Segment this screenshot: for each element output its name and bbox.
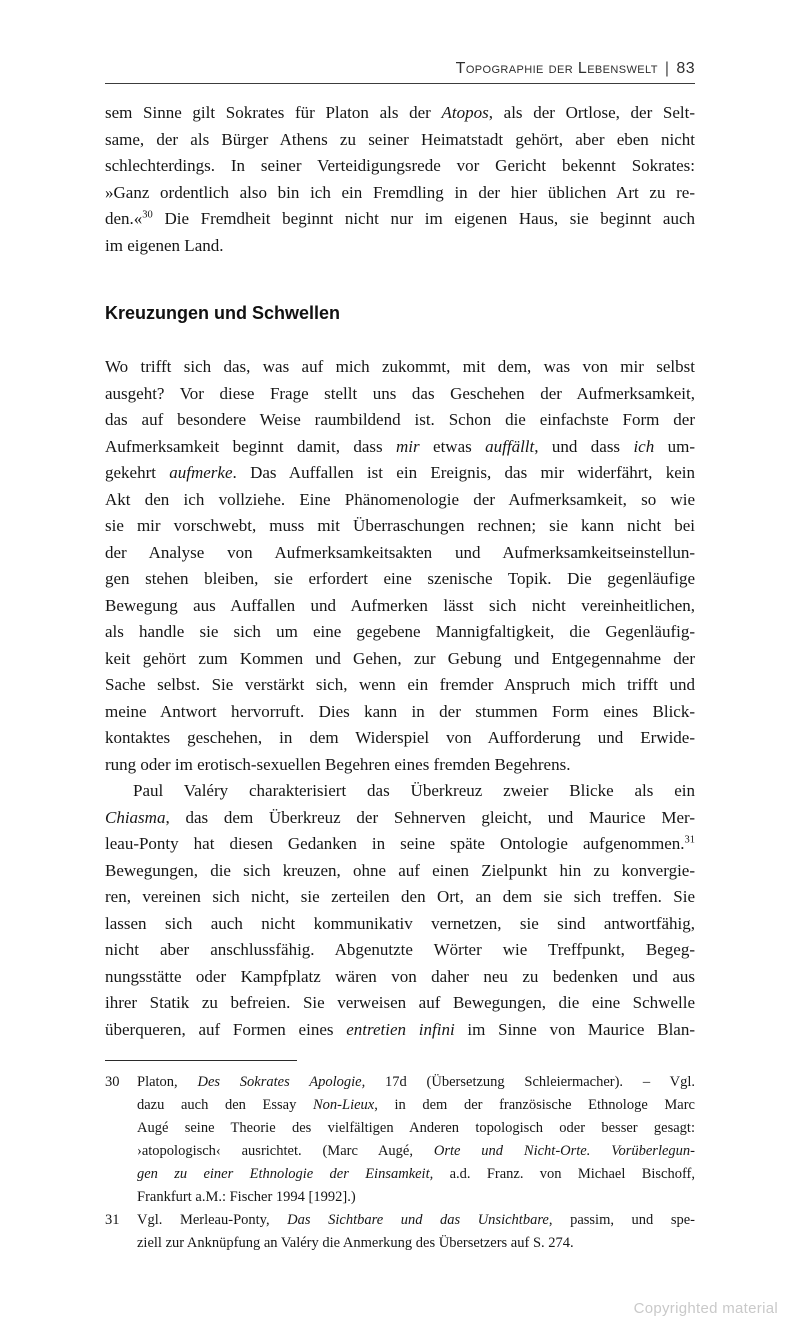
text-line: nicht aber anschlussfähig. Abgenutzte Wörter wie Treffpunkt, Begeg- — [105, 940, 695, 959]
italic-text: aufmerke — [169, 463, 233, 482]
footnote-marker: 31 — [684, 834, 695, 846]
italic-text: ich — [633, 436, 655, 456]
text-line: den.«$^{30}$ Die Fremdheit beginnt nicht nur im eigenen Haus, sie beginnt auch — [105, 209, 695, 228]
text-line: Wo trifft sich das, was auf mich zukommt, mit dem, was von mir selbst — [105, 357, 695, 376]
text-column — [105, 60, 695, 1043]
text-line: Akt den ich vollziehe. Eine Phänomenologie der Aufmerksamkeit, so wie — [105, 489, 695, 509]
footnotes-section — [105, 1060, 695, 1255]
text-line: gekehrt aufmerke. Das Auffallen ist ein Ereignis, das mir widerfährt, kein — [105, 463, 695, 482]
italic-text: Das Sichtbare und das Unsichtbare — [287, 1212, 549, 1228]
paragraph-attention — [105, 354, 695, 778]
text-line: same, der als Bürger Athens zu seiner Heimatstadt gehört, aber eben nicht — [105, 129, 695, 149]
section-heading: Kreuzungen und Schwellen — [105, 303, 341, 323]
text-line: ihrer Statik zu befreien. Sie verweisen auf Bewegungen, die eine Schwelle — [105, 993, 695, 1012]
text-line: Augé seine Theorie des vielfältigen Anderen topologisch oder besser gesagt: — [137, 1120, 695, 1136]
footnote-number: 30 — [105, 1074, 120, 1090]
footnote-marker: 30 — [142, 209, 153, 221]
text-line: dazu auch den Essay Non-Lieux, in dem der französische Ethnologe Marc — [137, 1097, 695, 1113]
text-line: keit gehört zum Kommen und Gehen, zur Gebung und Entgegennahme der — [105, 648, 695, 668]
italic-text: Non-Lieux — [313, 1097, 375, 1113]
text-line: ziell zur Anknüpfung an Valéry die Anmerkung des Übersetzers auf S. 274. — [137, 1235, 574, 1251]
text-line: »Ganz ordentlich also bin ich ein Fremdling in der hier üblichen Art zu re- — [105, 182, 695, 202]
text-line: ren, vereinen sich nicht, sie zerteilen den Ort, an dem sie sich treffen. Sie — [105, 887, 695, 906]
italic-text: Des Sokrates Apologie, — [197, 1074, 366, 1090]
paragraph-valery — [105, 778, 695, 1043]
text-line: leau-Ponty hat diesen Gedanken in seine späte Ontologie aufgenommen.$^{31}$ — [105, 834, 695, 853]
text-line: Vgl. Merleau-Ponty, Das Sichtbare und das Unsichtbare, passim, und spe- — [137, 1212, 695, 1228]
text-line: Bewegung aus Auffallen und Aufmerken lässt sich nicht vereinheitlichen, — [105, 595, 695, 615]
text-line: schlechterdings. In seiner Verteidigungsrede vor Gericht bekennt Sokrates: — [105, 156, 695, 175]
text-line: ausgeht? Vor diese Frage stellt uns das Geschehen der Aufmerksamkeit, — [105, 383, 695, 403]
italic-text: mir — [396, 436, 420, 456]
running-head — [105, 60, 695, 84]
text-line: Sache selbst. Sie verstärkt sich, wenn ein fremder Anspruch mich trifft und — [105, 675, 695, 694]
italic-text: entretien infini — [346, 1019, 455, 1039]
text-line: das auf besondere Weise raumbildend ist. Schon die einfachste Form der — [105, 410, 695, 429]
text-line: Chiasma, das dem Überkreuz der Sehnerven gleicht, und Maurice Mer- — [105, 807, 695, 827]
text-line: rung oder im erotisch-sexuellen Begehren eines fremden Begehrens. — [105, 754, 571, 774]
paragraph-continuation — [105, 100, 695, 259]
footnote — [105, 1209, 695, 1255]
text-line: nungsstätte oder Kampfplatz wären von daher neu zu bedenken und aus — [105, 966, 695, 986]
text-line: im eigenen Land. — [105, 235, 224, 255]
footnote-text — [137, 1209, 695, 1255]
text-line: lassen sich auch nicht kommunikativ vernetzen, sie sind antwortfähig, — [105, 913, 695, 933]
italic-text: Chiasma — [105, 807, 166, 827]
text-line: gen zu einer Ethnologie der Einsamkeit, a.d. Franz. von Michael Bischoff, — [137, 1166, 695, 1182]
text-line: meine Antwort hervorruft. Dies kann in der stummen Form eines Blick- — [105, 701, 695, 721]
footnote-number: 31 — [105, 1212, 120, 1228]
footnote — [105, 1071, 695, 1209]
italic-text: gen zu einer Ethnologie der Einsamkeit, — [137, 1166, 434, 1182]
text-line: gen stehen bleiben, sie erfordert eine szenische Topik. Die gegenläufige — [105, 569, 695, 588]
text-line: Frankfurt a.M.: Fischer 1994 [1992].) — [137, 1189, 356, 1205]
page-number: 83 — [676, 60, 695, 77]
italic-text: Orte und Nicht-Orte. Vorüberlegun- — [433, 1143, 695, 1159]
italic-text: Atopos — [441, 103, 489, 122]
text-line: Platon, Des Sokrates Apologie, 17d (Übersetzung Schleiermacher). – Vgl. — [137, 1074, 695, 1090]
text-line: als handle sie sich um eine gegebene Mannigfaltigkeit, die Gegenläufig- — [105, 622, 695, 641]
text-line: ›atopologisch‹ ausrichtet. (Marc Augé, Orte und Nicht-Orte. Vorüberlegun- — [137, 1143, 695, 1159]
text-line: sie mir vorschwebt, muss mit Überraschungen rechnen; sie kann nicht bei — [105, 516, 695, 535]
footnote-list — [105, 1071, 695, 1255]
text-line: der Analyse von Aufmerksamkeitsakten und Aufmerksamkeitseinstellun- — [105, 542, 695, 562]
running-head-title: Topographie der Lebenswelt — [455, 60, 658, 77]
footnote-text — [137, 1071, 695, 1209]
text-line: Paul Valéry charakterisiert das Überkreuz zweier Blicke als ein — [133, 781, 695, 800]
text-line: kontaktes geschehen, in dem Widerspiel von Aufforderung und Erwide- — [105, 728, 695, 747]
text-line: Aufmerksamkeit beginnt damit, dass mir etwas auffällt, und dass ich um- — [105, 436, 695, 456]
text-line: sem Sinne gilt Sokrates für Platon als der Atopos, als der Ortlose, der Selt- — [105, 103, 696, 122]
footnote-rule — [105, 1060, 297, 1061]
running-head-divider: | — [664, 60, 670, 77]
text-line: Bewegungen, die sich kreuzen, ohne auf einen Zielpunkt hin zu konvergie- — [105, 860, 695, 880]
copyright-watermark: Copyrighted material — [633, 1300, 778, 1317]
italic-text: auffällt — [485, 436, 535, 456]
text-line: überqueren, auf Formen eines entretien infini im Sinne von Maurice Blan- — [105, 1019, 695, 1039]
